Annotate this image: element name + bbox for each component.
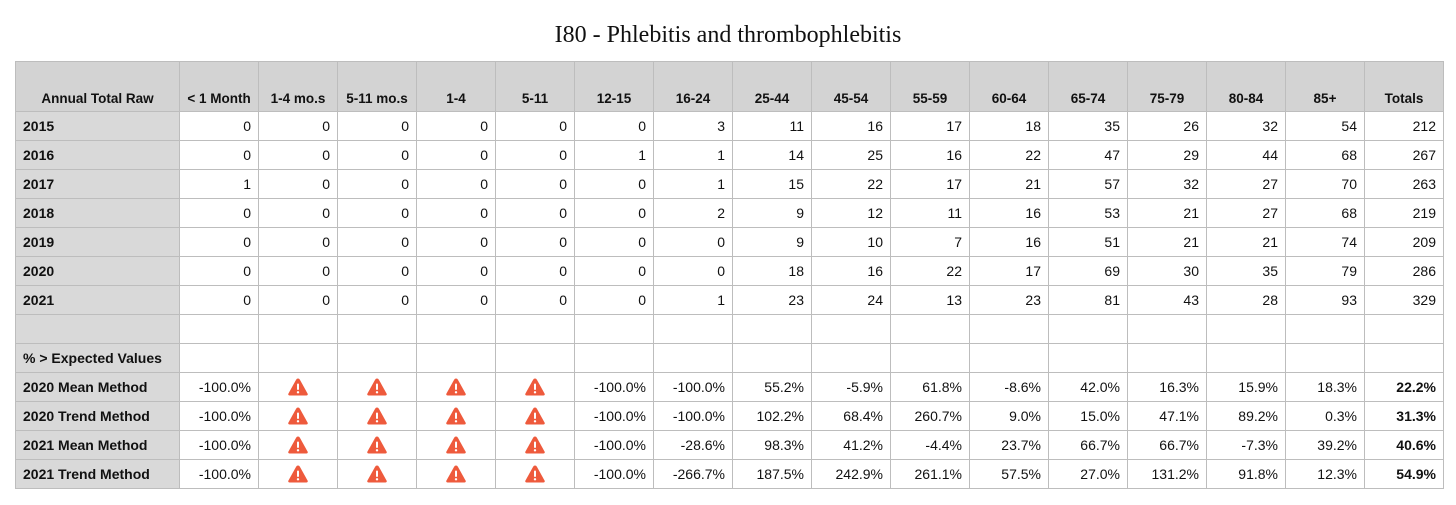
header-cell: 80-84 [1207, 62, 1286, 112]
value-cell: 69 [1049, 257, 1128, 286]
header-cell: 45-54 [812, 62, 891, 112]
value-cell: 242.9% [812, 460, 891, 489]
value-cell: -100.0% [575, 373, 654, 402]
value-cell: 0 [417, 112, 496, 141]
value-cell: 260.7% [891, 402, 970, 431]
value-cell: 0 [417, 141, 496, 170]
header-cell: < 1 Month [180, 62, 259, 112]
value-cell: 0 [259, 228, 338, 257]
value-cell: 7 [891, 228, 970, 257]
warning-cell [338, 402, 417, 431]
warning-cell [259, 460, 338, 489]
value-cell: 81 [1049, 286, 1128, 315]
value-cell: 54 [1286, 112, 1365, 141]
value-cell: 14 [733, 141, 812, 170]
empty-cell [496, 315, 575, 344]
empty-cell [891, 315, 970, 344]
value-cell: 35 [1049, 112, 1128, 141]
empty-cell [259, 344, 338, 373]
header-cell: 5-11 [496, 62, 575, 112]
table-body [16, 112, 1444, 489]
value-cell: 16.3% [1128, 373, 1207, 402]
value-cell: 0 [338, 141, 417, 170]
empty-cell [733, 315, 812, 344]
warning-cell [259, 431, 338, 460]
section-header-row [16, 344, 1444, 373]
value-cell: 102.2% [733, 402, 812, 431]
value-cell: 0 [496, 286, 575, 315]
value-cell: -100.0% [575, 431, 654, 460]
total-cell: 219 [1365, 199, 1444, 228]
empty-cell [338, 344, 417, 373]
value-cell: 66.7% [1049, 431, 1128, 460]
value-cell: 11 [733, 112, 812, 141]
value-cell: -100.0% [575, 460, 654, 489]
value-cell: 57.5% [970, 460, 1049, 489]
value-cell: 3 [654, 112, 733, 141]
value-cell: 23 [733, 286, 812, 315]
value-cell: 44 [1207, 141, 1286, 170]
empty-cell [1365, 315, 1444, 344]
value-cell: 9.0% [970, 402, 1049, 431]
value-cell: 21 [1128, 199, 1207, 228]
value-cell: 57 [1049, 170, 1128, 199]
value-cell: 10 [812, 228, 891, 257]
header-cell: 25-44 [733, 62, 812, 112]
warning-cell [338, 431, 417, 460]
table-row [16, 141, 1444, 170]
empty-cell [1286, 315, 1365, 344]
value-cell: 0 [496, 228, 575, 257]
empty-cell [891, 344, 970, 373]
value-cell: 1 [654, 141, 733, 170]
value-cell: 68 [1286, 141, 1365, 170]
header-cell: 16-24 [654, 62, 733, 112]
warning-triangle-icon [524, 464, 546, 484]
value-cell: -7.3% [1207, 431, 1286, 460]
header-cell: 65-74 [1049, 62, 1128, 112]
empty-cell [1286, 344, 1365, 373]
warning-cell [417, 460, 496, 489]
value-cell: -100.0% [180, 431, 259, 460]
value-cell: 12 [812, 199, 891, 228]
value-cell: -100.0% [180, 460, 259, 489]
header-cell: 60-64 [970, 62, 1049, 112]
empty-cell [417, 344, 496, 373]
value-cell: 0 [654, 257, 733, 286]
value-cell: 68.4% [812, 402, 891, 431]
value-cell: 32 [1207, 112, 1286, 141]
total-cell: 40.6% [1365, 431, 1444, 460]
value-cell: 98.3% [733, 431, 812, 460]
table-row [16, 257, 1444, 286]
header-cell: 55-59 [891, 62, 970, 112]
value-cell: 28 [1207, 286, 1286, 315]
value-cell: -266.7% [654, 460, 733, 489]
row-label: 2017 [16, 170, 180, 199]
row-label: 2019 [16, 228, 180, 257]
value-cell: 0 [338, 112, 417, 141]
value-cell: 16 [891, 141, 970, 170]
value-cell: 21 [1128, 228, 1207, 257]
value-cell: 9 [733, 228, 812, 257]
total-cell: 329 [1365, 286, 1444, 315]
value-cell: 26 [1128, 112, 1207, 141]
empty-cell [970, 344, 1049, 373]
value-cell: 0 [259, 199, 338, 228]
warning-triangle-icon [445, 406, 467, 426]
empty-cell [180, 344, 259, 373]
warning-cell [259, 373, 338, 402]
value-cell: 0 [180, 286, 259, 315]
value-cell: 1 [654, 170, 733, 199]
table-row [16, 286, 1444, 315]
empty-cell [812, 344, 891, 373]
value-cell: 0 [575, 170, 654, 199]
value-cell: 23 [970, 286, 1049, 315]
value-cell: 187.5% [733, 460, 812, 489]
row-label: 2021 Trend Method [16, 460, 180, 489]
value-cell: 0 [575, 228, 654, 257]
value-cell: 16 [970, 228, 1049, 257]
value-cell: 79 [1286, 257, 1365, 286]
value-cell: 15 [733, 170, 812, 199]
value-cell: 41.2% [812, 431, 891, 460]
value-cell: 16 [812, 112, 891, 141]
value-cell: 131.2% [1128, 460, 1207, 489]
value-cell: 89.2% [1207, 402, 1286, 431]
header-row [16, 62, 1444, 112]
value-cell: 0 [259, 257, 338, 286]
value-cell: 55.2% [733, 373, 812, 402]
value-cell: 0 [180, 228, 259, 257]
warning-cell [417, 402, 496, 431]
warning-triangle-icon [366, 464, 388, 484]
row-label: % > Expected Values [16, 344, 180, 373]
table-row [16, 460, 1444, 489]
value-cell: 21 [970, 170, 1049, 199]
value-cell: 22 [970, 141, 1049, 170]
value-cell: -100.0% [180, 402, 259, 431]
row-label: 2021 [16, 286, 180, 315]
value-cell: 9 [733, 199, 812, 228]
value-cell: 42.0% [1049, 373, 1128, 402]
total-cell: 22.2% [1365, 373, 1444, 402]
warning-triangle-icon [366, 377, 388, 397]
value-cell: 27 [1207, 170, 1286, 199]
value-cell: 22 [812, 170, 891, 199]
value-cell: 0 [338, 170, 417, 199]
value-cell: 18 [970, 112, 1049, 141]
value-cell: 23.7% [970, 431, 1049, 460]
table-row [16, 431, 1444, 460]
warning-triangle-icon [445, 377, 467, 397]
value-cell: 0 [417, 170, 496, 199]
value-cell: 70 [1286, 170, 1365, 199]
row-label: 2016 [16, 141, 180, 170]
value-cell: 0 [417, 286, 496, 315]
value-cell: -28.6% [654, 431, 733, 460]
value-cell: 53 [1049, 199, 1128, 228]
value-cell: 24 [812, 286, 891, 315]
value-cell: 32 [1128, 170, 1207, 199]
value-cell: 0 [338, 199, 417, 228]
empty-cell [654, 315, 733, 344]
value-cell: 0 [180, 112, 259, 141]
value-cell: 0 [180, 199, 259, 228]
empty-cell [1049, 344, 1128, 373]
empty-cell [1207, 344, 1286, 373]
header-cell: 1-4 [417, 62, 496, 112]
empty-cell [575, 315, 654, 344]
value-cell: 0 [259, 141, 338, 170]
empty-cell [575, 344, 654, 373]
value-cell: 91.8% [1207, 460, 1286, 489]
value-cell: 18.3% [1286, 373, 1365, 402]
value-cell: -100.0% [180, 373, 259, 402]
value-cell: -4.4% [891, 431, 970, 460]
row-label: 2020 Mean Method [16, 373, 180, 402]
value-cell: 21 [1207, 228, 1286, 257]
value-cell: 29 [1128, 141, 1207, 170]
value-cell: 11 [891, 199, 970, 228]
empty-cell [180, 315, 259, 344]
value-cell: 261.1% [891, 460, 970, 489]
value-cell: 22 [891, 257, 970, 286]
table-row [16, 373, 1444, 402]
value-cell: 0 [417, 257, 496, 286]
value-cell: 17 [891, 170, 970, 199]
header-cell: 12-15 [575, 62, 654, 112]
value-cell: -100.0% [575, 402, 654, 431]
value-cell: 61.8% [891, 373, 970, 402]
row-label: 2020 Trend Method [16, 402, 180, 431]
value-cell: 1 [654, 286, 733, 315]
empty-cell [654, 344, 733, 373]
row-label: 2018 [16, 199, 180, 228]
header-cell: 1-4 mo.s [259, 62, 338, 112]
total-cell: 54.9% [1365, 460, 1444, 489]
value-cell: 0 [575, 112, 654, 141]
warning-triangle-icon [366, 406, 388, 426]
value-cell: 17 [891, 112, 970, 141]
value-cell: 0 [338, 228, 417, 257]
value-cell: 0 [575, 286, 654, 315]
value-cell: 39.2% [1286, 431, 1365, 460]
value-cell: -8.6% [970, 373, 1049, 402]
value-cell: 51 [1049, 228, 1128, 257]
value-cell: 17 [970, 257, 1049, 286]
warning-cell [417, 373, 496, 402]
empty-cell [496, 344, 575, 373]
empty-cell [970, 315, 1049, 344]
warning-cell [338, 460, 417, 489]
value-cell: 0 [654, 228, 733, 257]
header-cell-label: Annual Total Raw [16, 62, 180, 112]
value-cell: 47 [1049, 141, 1128, 170]
total-cell: 212 [1365, 112, 1444, 141]
value-cell: -100.0% [654, 373, 733, 402]
total-cell: 263 [1365, 170, 1444, 199]
value-cell: 12.3% [1286, 460, 1365, 489]
row-label [16, 315, 180, 344]
warning-triangle-icon [287, 435, 309, 455]
value-cell: 0 [575, 199, 654, 228]
empty-cell [1128, 315, 1207, 344]
value-cell: 0 [338, 257, 417, 286]
value-cell: 16 [812, 257, 891, 286]
data-table [15, 61, 1444, 489]
value-cell: 93 [1286, 286, 1365, 315]
value-cell: 66.7% [1128, 431, 1207, 460]
row-label: 2021 Mean Method [16, 431, 180, 460]
warning-triangle-icon [524, 406, 546, 426]
warning-triangle-icon [287, 406, 309, 426]
empty-cell [733, 344, 812, 373]
value-cell: 47.1% [1128, 402, 1207, 431]
spacer-row [16, 315, 1444, 344]
empty-cell [1365, 344, 1444, 373]
warning-triangle-icon [366, 435, 388, 455]
warning-cell [496, 373, 575, 402]
value-cell: 27.0% [1049, 460, 1128, 489]
value-cell: 0.3% [1286, 402, 1365, 431]
row-label: 2020 [16, 257, 180, 286]
empty-cell [1207, 315, 1286, 344]
value-cell: 30 [1128, 257, 1207, 286]
value-cell: 0 [338, 286, 417, 315]
empty-cell [812, 315, 891, 344]
value-cell: 0 [259, 286, 338, 315]
header-cell: 85+ [1286, 62, 1365, 112]
warning-triangle-icon [524, 435, 546, 455]
value-cell: 0 [496, 257, 575, 286]
table-row [16, 228, 1444, 257]
value-cell: 0 [496, 199, 575, 228]
value-cell: 0 [180, 257, 259, 286]
value-cell: 25 [812, 141, 891, 170]
total-cell: 31.3% [1365, 402, 1444, 431]
table-row [16, 199, 1444, 228]
table-row [16, 112, 1444, 141]
warning-cell [496, 402, 575, 431]
value-cell: 2 [654, 199, 733, 228]
row-label: 2015 [16, 112, 180, 141]
total-cell: 267 [1365, 141, 1444, 170]
value-cell: 27 [1207, 199, 1286, 228]
value-cell: 18 [733, 257, 812, 286]
warning-triangle-icon [287, 377, 309, 397]
value-cell: 15.9% [1207, 373, 1286, 402]
value-cell: 43 [1128, 286, 1207, 315]
value-cell: 0 [496, 170, 575, 199]
value-cell: -100.0% [654, 402, 733, 431]
total-cell: 209 [1365, 228, 1444, 257]
warning-cell [496, 431, 575, 460]
table-row [16, 402, 1444, 431]
value-cell: 68 [1286, 199, 1365, 228]
empty-cell [417, 315, 496, 344]
empty-cell [338, 315, 417, 344]
value-cell: 0 [180, 141, 259, 170]
value-cell: 74 [1286, 228, 1365, 257]
value-cell: 13 [891, 286, 970, 315]
value-cell: 1 [180, 170, 259, 199]
warning-triangle-icon [445, 435, 467, 455]
warning-cell [496, 460, 575, 489]
header-cell: 5-11 mo.s [338, 62, 417, 112]
value-cell: 35 [1207, 257, 1286, 286]
table-title: I80 - Phlebitis and thrombophlebitis [554, 22, 902, 48]
value-cell: 1 [575, 141, 654, 170]
value-cell: 0 [575, 257, 654, 286]
value-cell: 0 [259, 170, 338, 199]
header-cell: 75-79 [1128, 62, 1207, 112]
value-cell: 0 [496, 112, 575, 141]
warning-cell [259, 402, 338, 431]
empty-cell [259, 315, 338, 344]
total-cell: 286 [1365, 257, 1444, 286]
value-cell: 0 [259, 112, 338, 141]
value-cell: 0 [496, 141, 575, 170]
table-row [16, 170, 1444, 199]
value-cell: 16 [970, 199, 1049, 228]
warning-triangle-icon [287, 464, 309, 484]
empty-cell [1128, 344, 1207, 373]
warning-triangle-icon [445, 464, 467, 484]
warning-triangle-icon [524, 377, 546, 397]
value-cell: 15.0% [1049, 402, 1128, 431]
empty-cell [1049, 315, 1128, 344]
header-cell-totals: Totals [1365, 62, 1444, 112]
value-cell: -5.9% [812, 373, 891, 402]
value-cell: 0 [417, 199, 496, 228]
warning-cell [338, 373, 417, 402]
warning-cell [417, 431, 496, 460]
value-cell: 0 [417, 228, 496, 257]
